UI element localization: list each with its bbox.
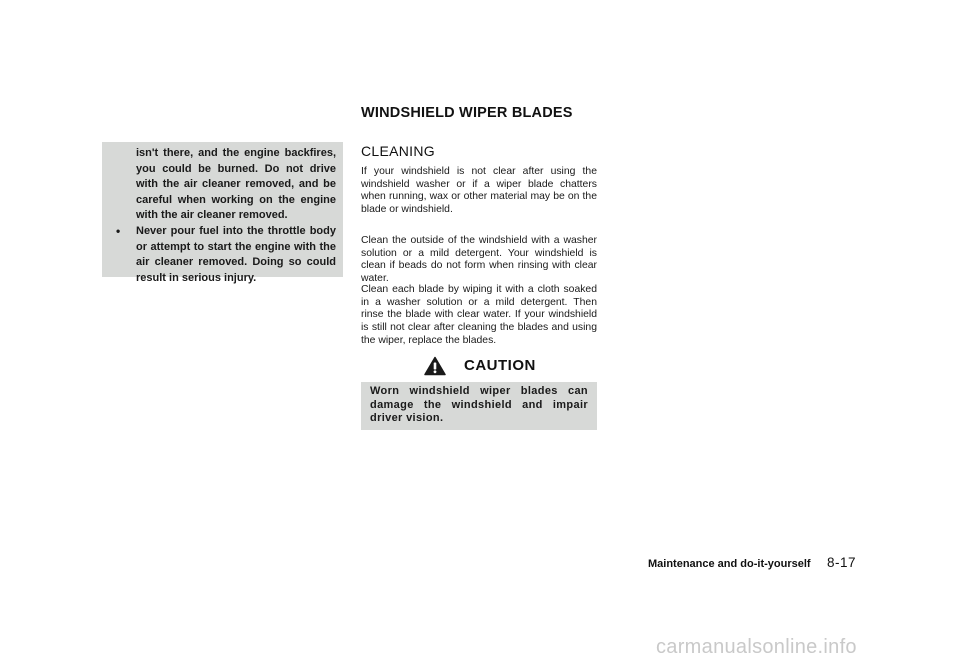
page-number: 8-17 [827, 555, 857, 570]
section-title: WINDSHIELD WIPER BLADES [361, 105, 573, 121]
footer-section-name: Maintenance and do-it-yourself [648, 558, 811, 570]
warning-triangle-icon [424, 356, 446, 376]
body-paragraph: Clean each blade by wiping it with a cloth soaked in a washer solution or a mild detergent. Then rinse the blade with clear water. If your windshield is still not clear after cleaning the blades and using the wiper, replace the blades. [361, 284, 597, 346]
warning-bullet-paragraph: Never pour fuel into the throttle body or attempt to start the engine with the air cleaner removed. Doing so could result in serious injury. [136, 225, 336, 284]
caution-text: Worn windshield wiper blades can damage the windshield and impair driver vision. [370, 385, 588, 424]
watermark[interactable]: carmanualsonline.info [656, 636, 857, 658]
caution-box [361, 382, 597, 430]
subheading: CLEANING [361, 143, 435, 159]
body-paragraph: Clean the outside of the windshield with a washer solution or a mild detergent. Your windshield is clean if beads do not form when rinsing with clear water. [361, 235, 597, 285]
warning-box [102, 142, 343, 284]
caution-title: CAUTION [464, 357, 536, 374]
body-paragraph: If your windshield is not clear after using the windshield washer or if a wiper blade chatters when running, wax or other material may be on the blade or windshield. [361, 166, 597, 216]
warning-paragraph: isn't there, and the engine backfires, you could be burned. Do not drive with the air cleaner removed, and be careful when working on the engine with the air cleaner removed. [136, 147, 336, 221]
bullet-marker: • [116, 224, 121, 238]
